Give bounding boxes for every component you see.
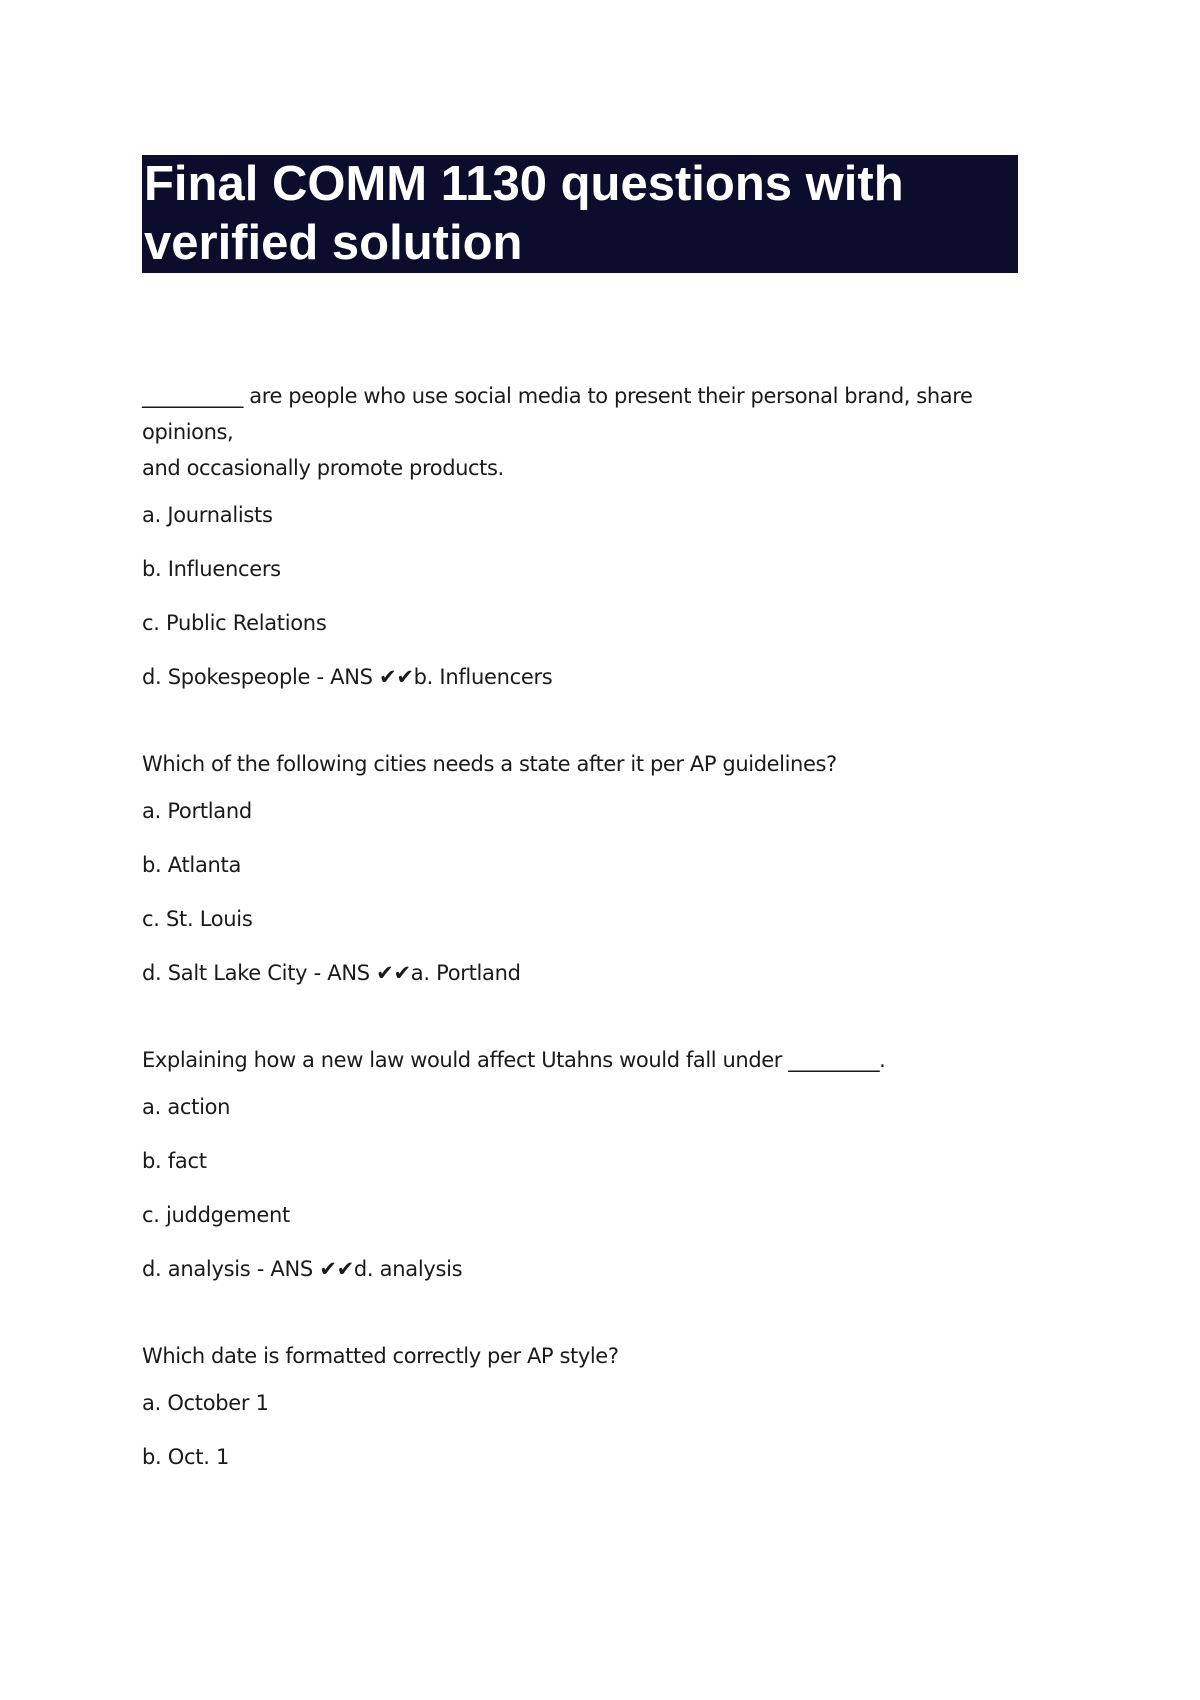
answer-option-with-solution: d. Salt Lake City - ANS ✔✔a. Portland	[142, 961, 521, 985]
answer-option: c. juddgement	[142, 1203, 290, 1227]
answer-option: b. fact	[142, 1149, 207, 1173]
answer-option: c. Public Relations	[142, 611, 327, 635]
title-line-2: verified solution	[144, 216, 523, 270]
title-line-1: Final COMM 1130 questions with	[144, 157, 904, 211]
question-stem-line: Which date is formatted correctly per AP style?	[142, 1344, 619, 1368]
question-1	[142, 378, 1042, 692]
question-stem	[142, 1042, 1042, 1078]
answer-option: b. Influencers	[142, 557, 281, 581]
question-stem	[142, 746, 1042, 782]
question-stem-line: and occasionally promote products.	[142, 456, 504, 480]
answer-option-with-solution: d. Spokespeople - ANS ✔✔b. Influencers	[142, 665, 553, 689]
answer-option: a. October 1	[142, 1391, 269, 1415]
answer-option: b. Oct. 1	[142, 1445, 230, 1469]
question-2	[142, 746, 1042, 988]
question-stem-line: __________ are people who use social media to present their personal brand, share opinions,	[142, 384, 973, 444]
question-4	[142, 1338, 1042, 1472]
question-stem	[142, 1338, 1042, 1374]
answer-option-with-solution: d. analysis - ANS ✔✔d. analysis	[142, 1257, 463, 1281]
answer-option: a. Journalists	[142, 503, 273, 527]
question-3	[142, 1042, 1042, 1284]
question-stem	[142, 378, 1042, 486]
question-stem-line: Which of the following cities needs a state after it per AP guidelines?	[142, 752, 837, 776]
answer-option: c. St. Louis	[142, 907, 253, 931]
document-title	[142, 155, 1018, 273]
answer-option: b. Atlanta	[142, 853, 242, 877]
answer-option: a. Portland	[142, 799, 252, 823]
answer-option: a. action	[142, 1095, 231, 1119]
question-stem-line: Explaining how a new law would affect Utahns would fall under _________.	[142, 1048, 886, 1072]
question-list	[142, 378, 1042, 1526]
